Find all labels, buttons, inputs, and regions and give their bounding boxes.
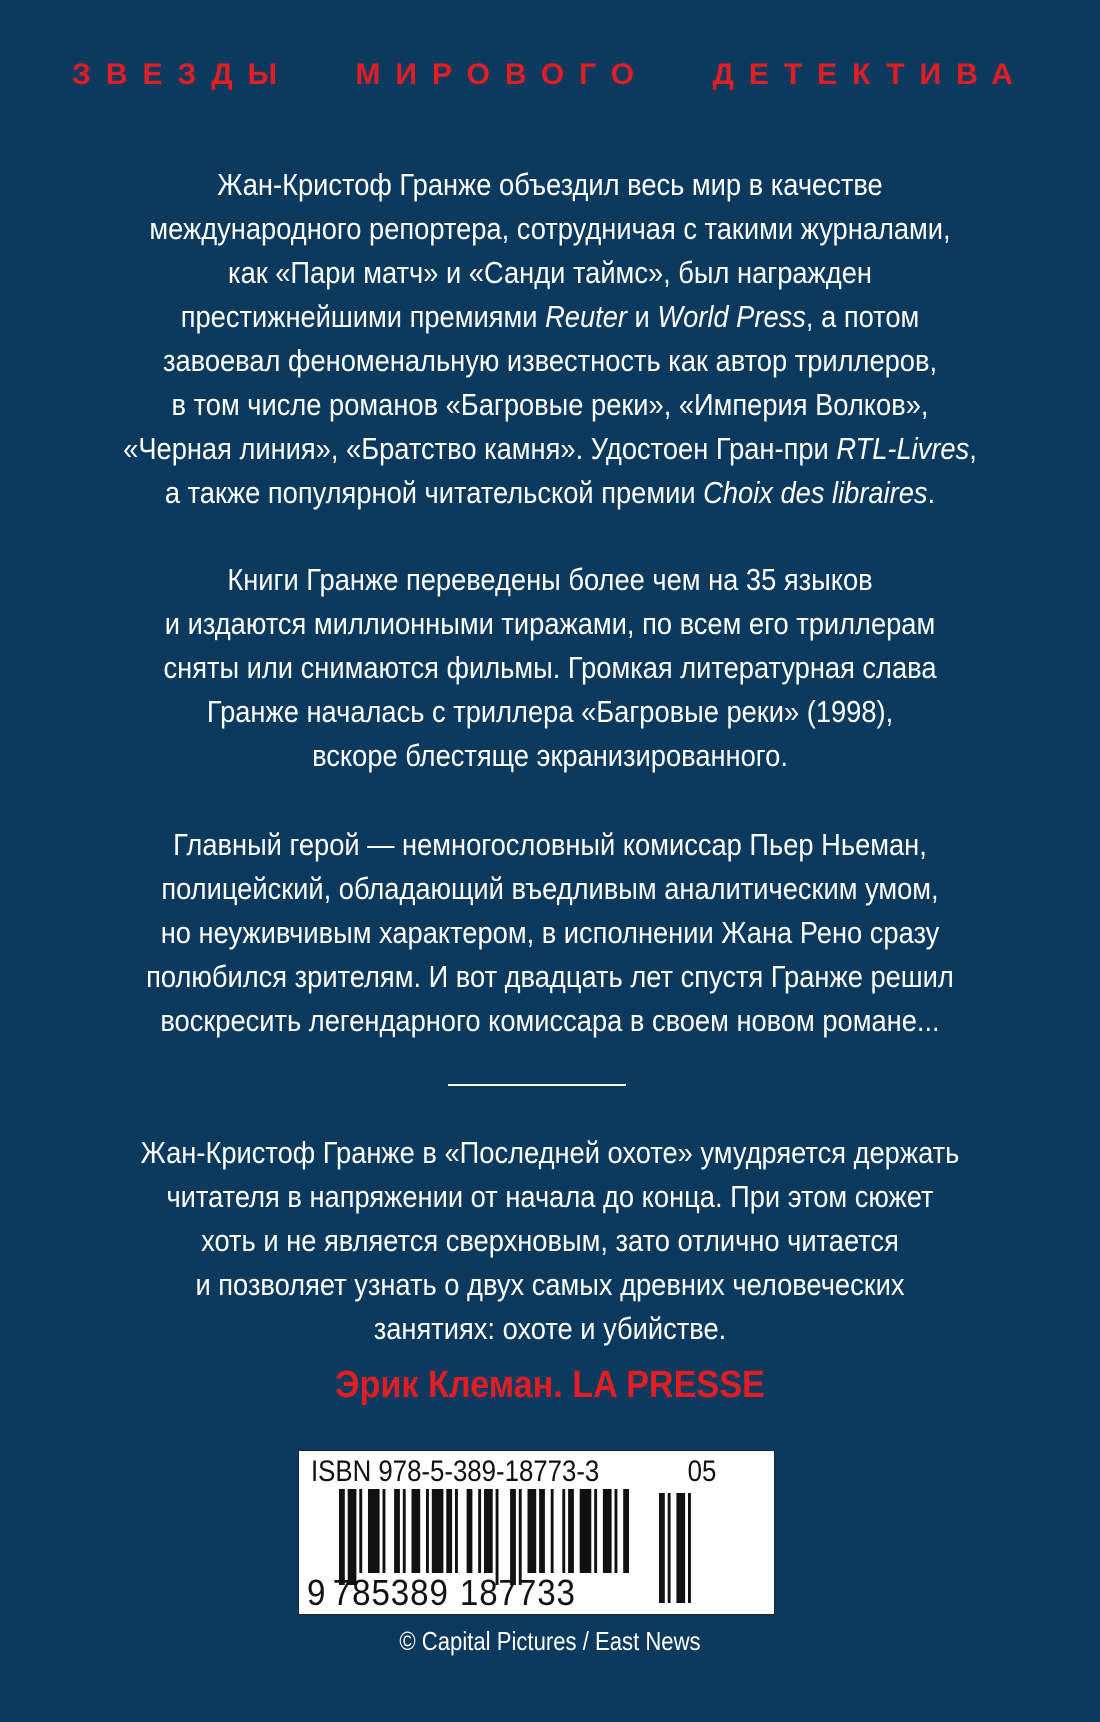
barcode-bar (394, 1489, 400, 1573)
text-line: занятиях: охоте и убийстве. (373, 1311, 727, 1346)
text-line: Книги Гранже переведены более чем на 35 языков (227, 562, 873, 597)
barcode-bar (519, 1489, 522, 1585)
text-line: воскресить легендарного комиссара в своем новом романе... (160, 1003, 940, 1038)
isbn-text-line (311, 1455, 717, 1489)
ean-first-digit: 9 (307, 1572, 327, 1613)
barcode-bar (510, 1489, 516, 1585)
review-quote (119, 1131, 981, 1351)
text-segment: а также популярной читательской премии (164, 475, 704, 510)
italic-award-rtl-livres: RTL-Livres (836, 431, 970, 466)
author-bio-paragraph (119, 163, 981, 515)
isbn-barcode (298, 1450, 775, 1615)
text-line (119, 471, 981, 515)
barcode-bar (403, 1489, 406, 1573)
text-line (119, 427, 981, 471)
text-line: и позволяет узнать о двух самых древних человеческих (195, 1267, 905, 1302)
barcode-bar (383, 1489, 386, 1573)
photo-credit: © Capital Pictures / East News (399, 1626, 701, 1656)
text-line: и издаются миллионными тиражами, по всем его триллерам (164, 606, 936, 641)
ean-left-digits: 785389 (332, 1572, 449, 1613)
text-line: но неуживчивым характером, в исполнении Жана Рено сразу (160, 915, 940, 950)
barcode-bar (562, 1489, 565, 1573)
barcode-bar (594, 1489, 597, 1573)
barcode-bar (659, 1493, 665, 1603)
barcode-bar (467, 1489, 473, 1573)
text-line: полюбился зрителям. И вот двадцать лет спустя Гранже решил (146, 959, 954, 994)
text-line: Жан-Кристоф Гранже в «Последней охоте» умудряется держать (140, 1135, 960, 1170)
text-segment: и (626, 299, 658, 334)
text-segment: , а потом (805, 299, 920, 334)
ean-digits (307, 1573, 601, 1613)
hero-paragraph (119, 823, 981, 1043)
barcode-bar (676, 1493, 685, 1603)
divider (448, 1084, 626, 1086)
ean-right-digits: 187733 (459, 1572, 576, 1613)
text-segment: «Черная линия», «Братство камня». Удостоен Гран-при (123, 431, 837, 466)
barcode-bar (455, 1489, 458, 1573)
barcode-bar (478, 1489, 481, 1573)
text-line: читателя в напряжении от начала до конца. При этом сюжет (166, 1179, 934, 1214)
text-segment: престижнейшими премиями (180, 299, 546, 334)
text-line: завоевал феноменальную известность как автор триллеров, (162, 343, 938, 378)
italic-award-world-press: World Press (657, 299, 806, 334)
barcode-bar (432, 1489, 444, 1573)
barcode-bar (496, 1489, 499, 1585)
series-title (0, 58, 1100, 92)
barcode-bar (539, 1489, 545, 1573)
barcode-bar (426, 1489, 429, 1573)
text-line: Главный герой — немногословный комиссар Пьер Ньеман, (173, 827, 927, 862)
barcode-bar (668, 1493, 671, 1603)
barcode-bar (623, 1489, 629, 1573)
text-line: Жан-Кристоф Гранже объездил весь мир в качестве (217, 167, 883, 202)
barcode-bar (348, 1489, 357, 1585)
text-line (119, 295, 981, 339)
italic-award-choix: Choix des libraires (703, 475, 928, 510)
barcode-bar (688, 1493, 691, 1603)
barcode-bar (484, 1489, 493, 1573)
text-line: Гранже началась с триллера «Багровые реки» (1998), (206, 694, 894, 729)
series-word-3: ДЕТЕКТИВА (712, 58, 1028, 91)
barcode-bar (359, 1489, 362, 1573)
barcode-bar (446, 1489, 452, 1573)
barcode-bar (368, 1489, 380, 1573)
isbn-number: ISBN 978-5-389-18773-3 (311, 1455, 600, 1488)
quote-attribution: Эрик Клеман. LA PRESSE (335, 1364, 765, 1406)
series-word-1: ЗВЕЗДЫ (72, 58, 293, 91)
text-line: хоть и не является сверхновым, зато отлично читается (201, 1223, 899, 1258)
series-word-2: МИРОВОГО (355, 58, 650, 91)
barcode-bar (551, 1489, 554, 1573)
text-segment: , (969, 431, 977, 466)
barcode-bar (339, 1489, 345, 1585)
barcode-bar (615, 1489, 618, 1573)
italic-award-reuter: Reuter (545, 299, 627, 334)
text-line: сняты или снимаются фильмы. Громкая литературная слава (163, 650, 937, 685)
isbn-addon: 05 (687, 1455, 717, 1488)
barcode-bar (412, 1489, 421, 1573)
text-line: вскоре блестяще экранизированного. (312, 738, 788, 773)
barcode-bar (568, 1489, 574, 1573)
barcode-bar (603, 1489, 612, 1573)
books-paragraph (119, 558, 981, 778)
barcode-bar (528, 1489, 537, 1573)
text-line: международного репортера, сотрудничая с такими журналами, (149, 211, 951, 246)
text-line: в том числе романов «Багровые реки», «Империя Волков», (171, 387, 929, 422)
barcode-bar (580, 1489, 592, 1573)
text-line: как «Пари матч» и «Санди таймс», был награжден (228, 255, 872, 290)
text-segment: . (927, 475, 936, 510)
text-line: полицейский, обладающий въедливым аналитическим умом, (161, 871, 939, 906)
